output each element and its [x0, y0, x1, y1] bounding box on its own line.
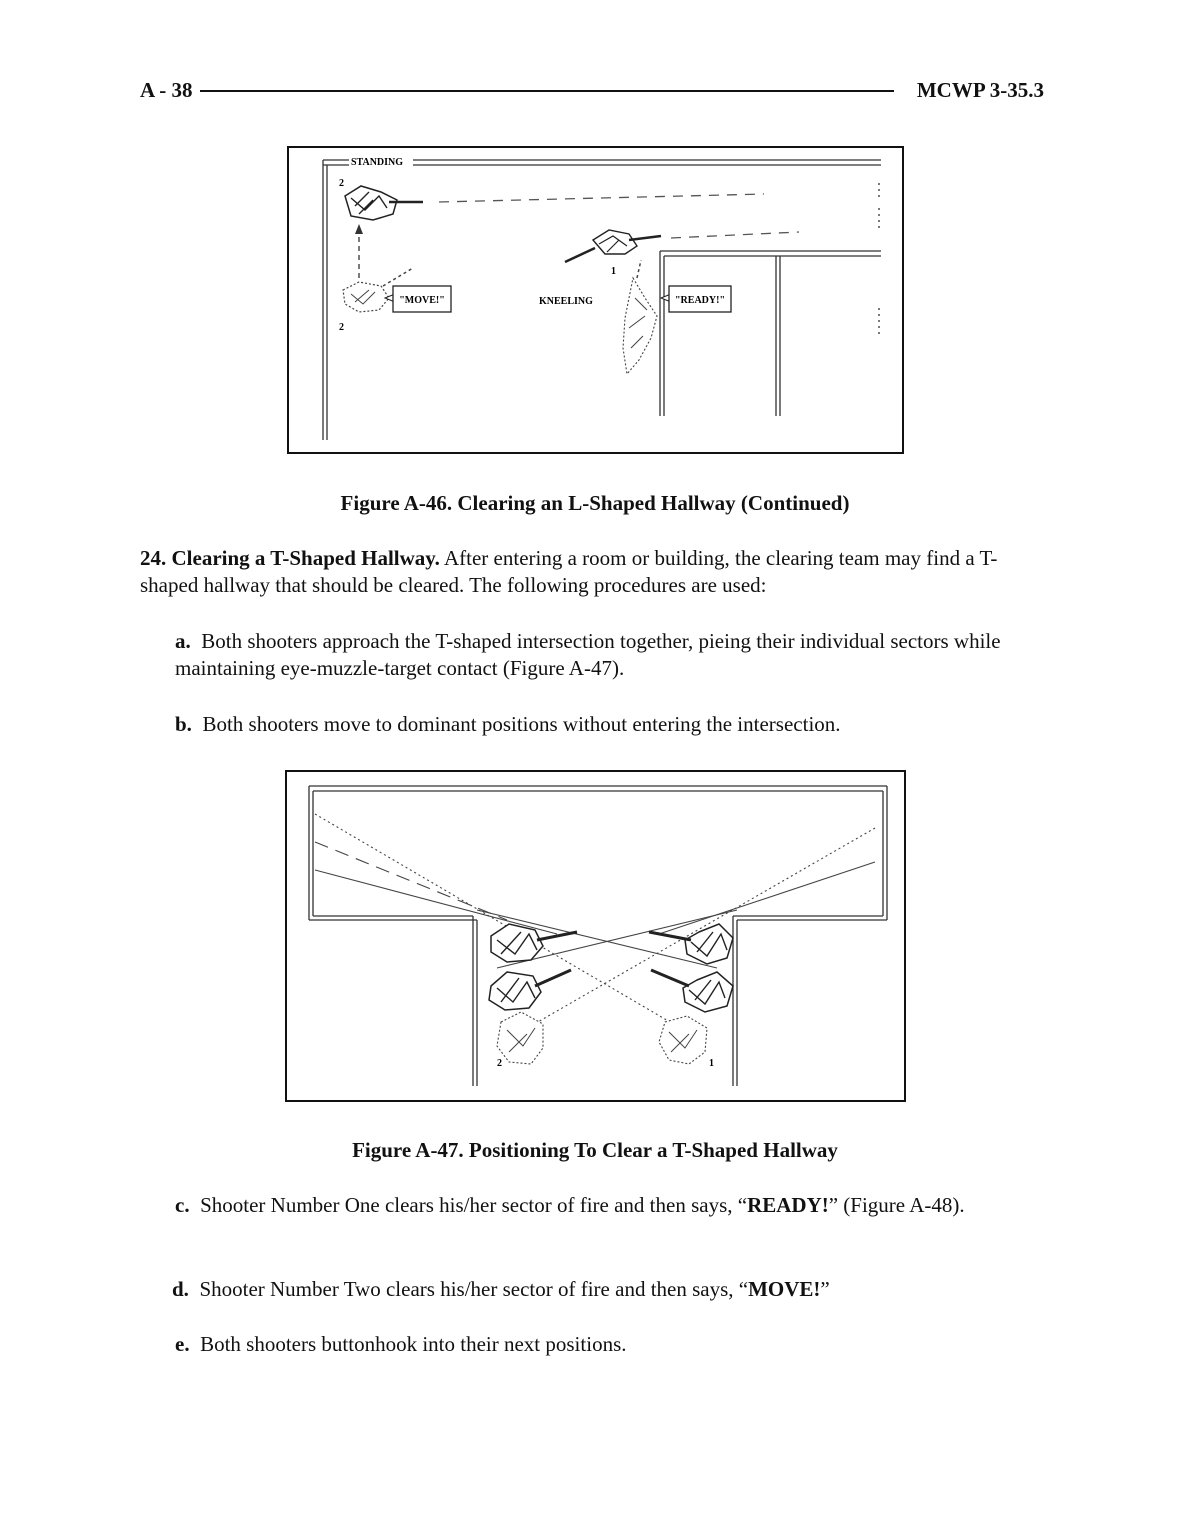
figure-a46: [287, 146, 904, 454]
item-b: [175, 711, 1053, 738]
item-d: d. Shooter Number Two clears his/her sector of fire and then says, “MOVE!”: [172, 1277, 830, 1301]
item-b-text: Both shooters move to dominant positions without entering the intersection.: [202, 712, 841, 736]
label-standing: STANDING: [351, 157, 404, 168]
t-hallway-diagram: [287, 772, 904, 1100]
item-a: [175, 628, 1053, 682]
figure-a46-caption: Figure A-46. Clearing an L-Shaped Hallway (Continued): [340, 491, 850, 515]
shooter-1-ghost-icon: [623, 260, 657, 374]
ready-callout: READY!: [747, 1193, 829, 1217]
item-a-marker: a.: [175, 629, 191, 653]
page-header: [140, 78, 1044, 108]
shooter-number-bottom: 2: [339, 322, 344, 333]
item-c: c. Shooter Number One clears his/her sector of fire and then says, “READY!” (Figure A-48).: [175, 1193, 965, 1217]
item-c-marker: c.: [175, 1193, 190, 1217]
item-e-text: Both shooters buttonhook into their next positions.: [200, 1332, 627, 1356]
kneeling-line-of-fire: [671, 232, 799, 238]
lines-of-fire: [315, 814, 875, 1034]
item-a-text: Both shooters approach the T-shaped intersection together, pieing their individual sectors while maintaining eye-muzzle-target contact (Figure A-47).: [175, 629, 1001, 680]
svg-text:"MOVE!": "MOVE!": [399, 295, 445, 306]
page-number: A - 38: [136, 78, 197, 103]
shooter-1-ghost-icon-fig47: [659, 1016, 707, 1064]
shooter-left-rear-icon: [489, 970, 571, 1010]
shooter-1-icon: [565, 230, 661, 262]
shooter-number-two-fig47: 2: [497, 1058, 502, 1069]
section-24-paragraph: [140, 545, 1050, 599]
shooter-number-one-fig47: 1: [709, 1058, 714, 1069]
shooter-right-rear-icon: [651, 970, 733, 1012]
item-e: [175, 1331, 1053, 1358]
item-b-marker: b.: [175, 712, 192, 736]
header-rule: [200, 90, 894, 92]
document-id: MCWP 3-35.3: [913, 78, 1048, 103]
t-hallway-walls: [309, 786, 887, 1086]
standing-line-of-fire: [439, 194, 764, 202]
section-24-title: 24. Clearing a T-Shaped Hallway.: [140, 546, 440, 570]
item-d-marker: d.: [172, 1277, 189, 1301]
shooter-number-one: 1: [611, 266, 616, 277]
shooter-2-standing-icon: [345, 186, 423, 220]
shooter-left-front-icon: [491, 924, 577, 962]
svg-text:"READY!": "READY!": [675, 295, 725, 306]
ready-speech-bubble: [661, 286, 731, 312]
figure-a47: [285, 770, 906, 1102]
label-kneeling: KNEELING: [539, 296, 593, 307]
item-e-marker: e.: [175, 1332, 190, 1356]
figure-a47-caption: Figure A-47. Positioning To Clear a T-Shaped Hallway: [352, 1138, 838, 1162]
shooter-right-front-icon: [649, 924, 733, 964]
move-callout: MOVE!: [748, 1277, 821, 1301]
l-hallway-diagram: [289, 148, 902, 452]
shooter-number-top: 2: [339, 178, 344, 189]
shooter-2-ghost-icon: [497, 1012, 543, 1064]
section-24-body: After entering a room or building, the clearing team may find a T-shaped hallway that should be cleared. The following procedures are used:: [140, 546, 998, 597]
move-speech-bubble: [385, 286, 451, 312]
